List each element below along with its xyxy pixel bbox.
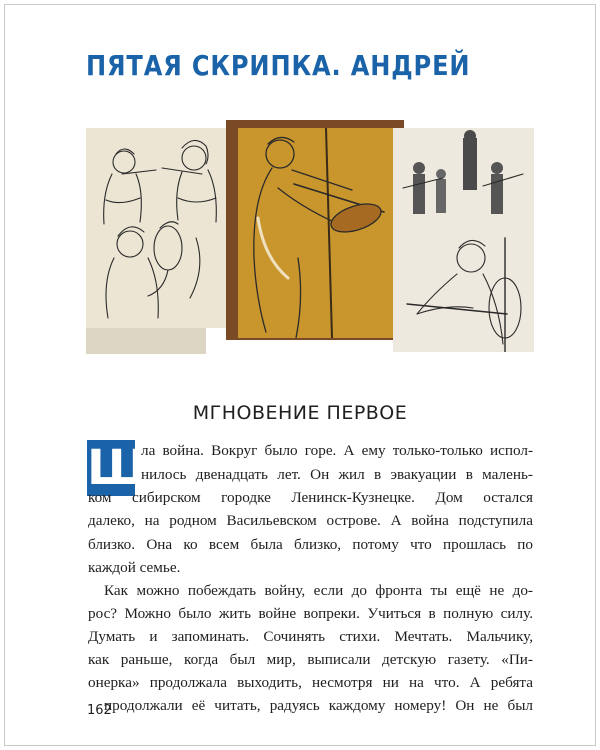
paragraph-line: как раньше, когда был мир, выписали детскую газету. «Пи-: [88, 651, 533, 668]
paragraph-line: Думать и запоминать. Сочинять стихи. Мечтать. Мальчику,: [88, 628, 533, 645]
paragraph-line: рос? Можно было жить войне вопреки. Учиться в полную силу.: [88, 605, 533, 622]
paragraph-line: близко. Она ко всем была близко, потому что прошлась по: [88, 536, 533, 553]
paragraph-line: нилось двенадцать лет. Он жил в эвакуации в малень-: [141, 466, 533, 483]
paragraph-line: онерка» продолжала выходить, несмотря ни на что. А ребята: [88, 674, 533, 691]
drop-cap: Ш: [87, 440, 147, 496]
paragraph-line: Как можно побеждать войну, если до фронта ты ещё не до-: [104, 582, 533, 599]
paragraph-line: ком сибирском городке Ленинск-Кузнецке. Дом остался: [88, 489, 533, 506]
page-number: 162: [87, 703, 112, 718]
paragraph-line: далеко, на родном Васильевском острове. А война подступила: [88, 512, 533, 529]
chapter-title: ПЯТАЯ СКРИПКА. АНДРЕЙ: [86, 49, 471, 82]
paragraph-line: продолжали её читать, радуясь каждому номеру! Он не был: [104, 697, 533, 714]
paragraph-line: ла война. Вокруг было горе. А ему только-только испол-: [141, 442, 533, 459]
paragraph-line: каждой семье.: [88, 559, 181, 576]
section-heading: МГНОВЕНИЕ ПЕРВОЕ: [192, 402, 408, 424]
